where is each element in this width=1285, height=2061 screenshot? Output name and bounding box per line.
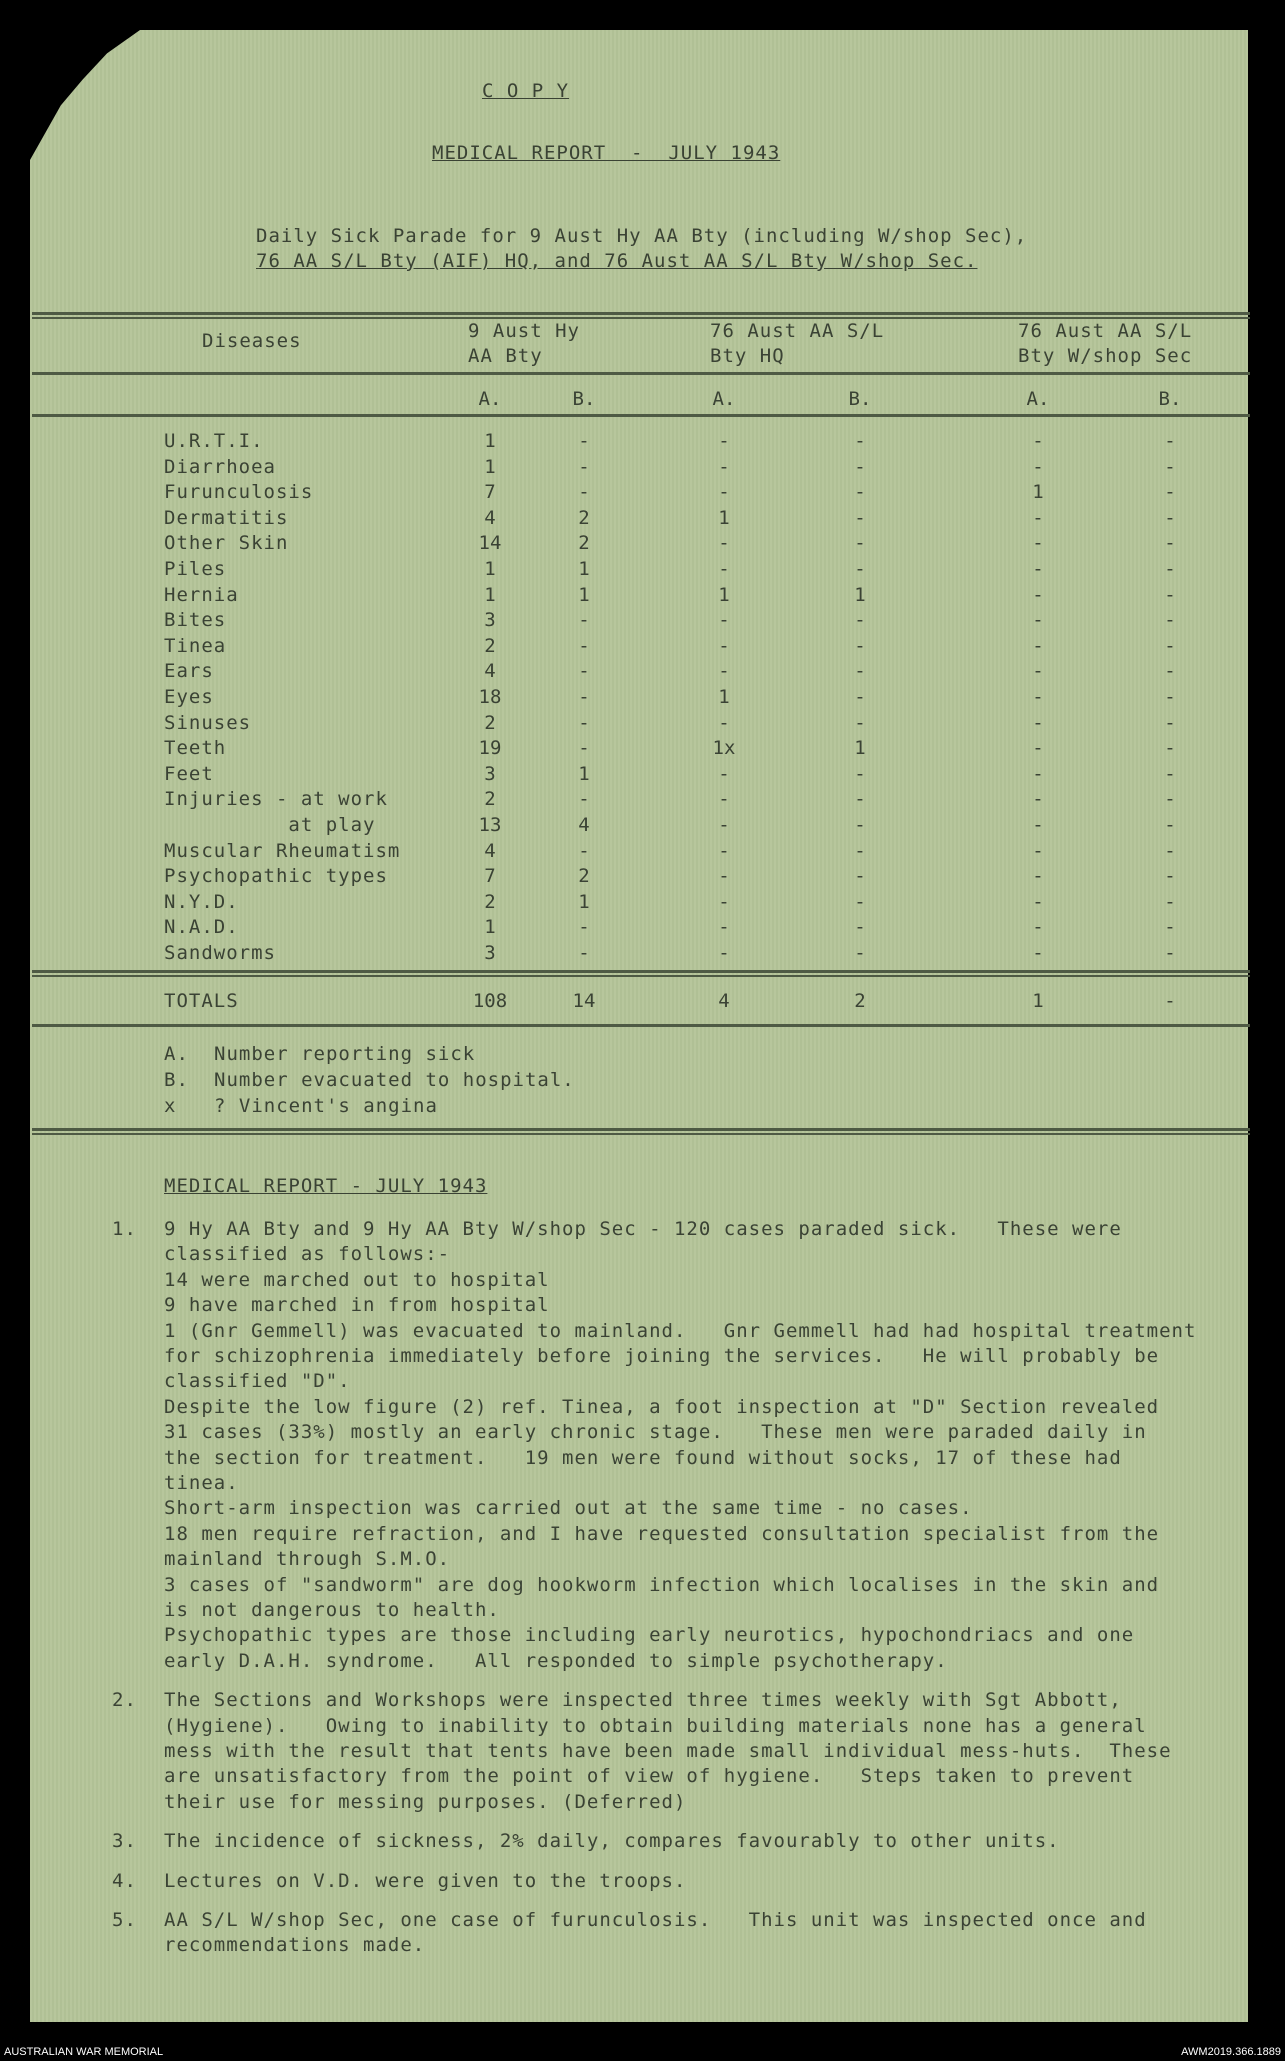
table-cell: 2 [578, 532, 590, 555]
disease-label: Piles [164, 558, 227, 580]
report-line: the section for treatment. 19 men were found without socks, 17 of these had [164, 1446, 1122, 1469]
table-cell: - [718, 609, 730, 632]
table-subheader-rule [32, 414, 1250, 417]
disease-label: Feet [164, 762, 214, 785]
table-cell: - [1164, 890, 1176, 913]
disease-label: Furunculosis [164, 481, 314, 504]
sub-a-2: A. [712, 388, 736, 410]
table-cell: 2 [484, 890, 496, 913]
table-cell: - [718, 890, 730, 913]
report-line: recommendations made. [164, 1934, 426, 1957]
table-cell: - [718, 788, 730, 811]
table-cell: 1 [484, 558, 496, 580]
table-cell: - [1164, 762, 1176, 785]
table-cell: - [1164, 506, 1176, 529]
total-cell: 108 [472, 990, 508, 1012]
table-cell: 1 [1032, 481, 1044, 504]
table-cell: - [1164, 558, 1176, 580]
table-cell: - [1032, 737, 1044, 760]
disease-label: Ears [164, 660, 214, 683]
table-cell: - [718, 660, 730, 683]
table-cell: - [718, 558, 730, 580]
page-title: MEDICAL REPORT - JULY 1943 [432, 142, 781, 164]
table-cell: - [1164, 711, 1176, 734]
report-item-number: 4. [112, 1869, 137, 1892]
report-line: 9 Hy AA Bty and 9 Hy AA Bty W/shop Sec - 120 cases paraded sick. These were [164, 1218, 1122, 1240]
report-line: is not dangerous to health. [164, 1599, 500, 1621]
table-cell: - [854, 532, 866, 555]
table-cell: - [854, 481, 866, 504]
table-cell: - [854, 865, 866, 888]
table-cell: 1 [718, 583, 730, 606]
report-line: 9 have marched in from hospital [164, 1294, 550, 1317]
table-cell: 1 [718, 506, 730, 529]
report-line: their use for messing purposes. (Deferred) [164, 1790, 687, 1813]
sub-b-2: B. [848, 388, 872, 410]
group1-header-line1: 9 Aust Hy [468, 320, 580, 342]
table-header-rule [32, 372, 1250, 375]
legend-text: Number reporting sick [214, 1043, 476, 1065]
table-cell: - [1164, 737, 1176, 760]
report-item-number: 2. [112, 1689, 137, 1712]
table-cell: - [578, 839, 590, 862]
table-cell: - [1032, 711, 1044, 734]
table-cell: 2 [484, 788, 496, 811]
table-cell: - [1032, 660, 1044, 683]
table-cell: - [1032, 942, 1044, 964]
disease-label: U.R.T.I. [164, 430, 264, 452]
report-line: The incidence of sickness, 2% daily, compares favourably to other units. [164, 1830, 1060, 1853]
table-cell: - [718, 916, 730, 939]
report-item-number: 1. [112, 1218, 137, 1240]
total-cell: - [1164, 990, 1176, 1012]
col-diseases-header: Diseases [202, 330, 302, 352]
report-line: mainland through S.M.O. [164, 1548, 451, 1571]
report-line: for schizophrenia immediately before joining the services. He will probably be [164, 1345, 1160, 1367]
table-cell: - [718, 865, 730, 888]
disease-label: Teeth [164, 737, 227, 760]
table-cell: - [1032, 609, 1044, 632]
report-line: Lectures on V.D. were given to the troops. [164, 1869, 687, 1892]
disease-label: Injuries - at work [164, 788, 388, 811]
legend-key: A. [164, 1043, 189, 1065]
table-cell: - [1164, 686, 1176, 708]
report-line: classified as follows:- [164, 1243, 451, 1266]
table-cell: 1 [484, 583, 496, 606]
report-line: classified "D". [164, 1370, 351, 1393]
report-line: 31 cases (33%) mostly an early chronic stage. These men were paraded daily in [164, 1421, 1147, 1444]
table-cell: - [718, 455, 730, 478]
copy-label: C O P Y [482, 80, 570, 102]
disease-label: Eyes [164, 686, 214, 708]
report-line: 14 were marched out to hospital [164, 1268, 550, 1291]
subtitle-line-2: 76 AA S/L Bty (AIF) HQ, and 76 Aust AA S/L Bty W/shop Sec. [256, 250, 978, 272]
disease-label: Diarrhoea [164, 455, 276, 478]
table-cell: - [1032, 762, 1044, 785]
table-cell: - [854, 634, 866, 657]
table-cell: - [718, 711, 730, 734]
total-cell: 2 [854, 990, 866, 1012]
table-cell: - [854, 890, 866, 913]
table-cell: - [1032, 814, 1044, 836]
table-cell: - [578, 686, 590, 708]
table-cell: 14 [478, 532, 502, 555]
report-line: 1 (Gnr Gemmell) was evacuated to mainland. Gnr Gemmell had had hospital treatment [164, 1319, 1197, 1342]
table-cell: - [854, 430, 866, 452]
disease-label: Bites [164, 609, 227, 632]
legend-key: x [164, 1095, 177, 1117]
report-line: are unsatisfactory from the point of view of hygiene. Steps taken to prevent [164, 1765, 1135, 1788]
table-cell: - [854, 506, 866, 529]
disease-label: Dermatitis [164, 506, 289, 529]
report-line: Despite the low figure (2) ref. Tinea, a foot inspection at "D" Section revealed [164, 1395, 1160, 1418]
table-cell: - [1032, 430, 1044, 452]
table-cell: 4 [578, 814, 590, 836]
group2-header-line2: Bty HQ [710, 345, 785, 367]
table-cell: 7 [484, 481, 496, 504]
disease-label: at play [164, 814, 376, 836]
report-line: mess with the result that tents have been made small individual mess-huts. These [164, 1740, 1172, 1762]
table-cell: - [854, 660, 866, 683]
totals-label: TOTALS [164, 990, 239, 1012]
table-cell: - [1032, 890, 1044, 913]
sub-a-3: A. [1026, 388, 1050, 410]
table-cell: - [1032, 916, 1044, 939]
legend-text: Number evacuated to hospital. [214, 1069, 575, 1091]
table-cell: - [1164, 532, 1176, 555]
table-cell: - [854, 455, 866, 478]
table-cell: - [718, 942, 730, 964]
table-cell: - [1032, 455, 1044, 478]
table-cell: - [854, 839, 866, 862]
report-line: AA S/L W/shop Sec, one case of furunculosis. This unit was inspected once and [164, 1909, 1147, 1931]
table-cell: - [1032, 558, 1044, 580]
table-cell: - [1032, 788, 1044, 811]
table-totals-rule [32, 1024, 1250, 1027]
table-cell: 3 [484, 942, 496, 964]
table-cell: - [854, 558, 866, 580]
table-cell: - [854, 788, 866, 811]
table-cell: 1 [484, 916, 496, 939]
legend-text: ? Vincent's angina [214, 1095, 438, 1117]
table-cell: - [1032, 865, 1044, 888]
table-cell: 4 [484, 839, 496, 862]
sub-a-1: A. [478, 388, 502, 410]
table-cell: - [578, 737, 590, 760]
table-cell: - [1164, 430, 1176, 452]
table-cell: 2 [484, 634, 496, 657]
table-cell: - [718, 814, 730, 836]
disease-label: Muscular Rheumatism [164, 839, 401, 862]
table-cell: - [854, 686, 866, 708]
disease-label: Sinuses [164, 711, 252, 734]
report-line: 18 men require refraction, and I have requested consultation specialist from the [164, 1522, 1160, 1545]
table-cell: - [578, 660, 590, 683]
table-cell: 1 [484, 430, 496, 452]
table-cell: - [1164, 481, 1176, 504]
legend-bottom-rule [32, 1128, 1250, 1135]
table-cell: 13 [478, 814, 502, 836]
table-cell: 19 [478, 737, 502, 760]
group3-header-line2: Bty W/shop Sec [1018, 345, 1193, 367]
table-cell: - [1032, 506, 1044, 529]
total-cell: 14 [572, 990, 596, 1012]
table-cell: - [1032, 839, 1044, 862]
footer-right: AWM2019.366.1889 [1181, 2046, 1281, 2058]
table-cell: - [718, 762, 730, 785]
table-cell: - [1032, 634, 1044, 657]
report-line: 3 cases of "sandworm" are dog hookworm infection which localises in the skin and [164, 1573, 1160, 1596]
table-cell: 18 [478, 686, 502, 708]
table-cell: - [854, 609, 866, 632]
report-item-number: 5. [112, 1909, 137, 1931]
table-cell: - [578, 609, 590, 632]
report-line: The Sections and Workshops were inspected three times weekly with Sgt Abbott, [164, 1689, 1122, 1712]
table-cell: - [854, 942, 866, 964]
table-cell: - [854, 814, 866, 836]
group1-header-line2: AA Bty [468, 345, 543, 367]
table-cell: 1 [578, 558, 590, 580]
report-heading: MEDICAL REPORT - JULY 1943 [164, 1175, 488, 1197]
table-body-rule [32, 970, 1250, 977]
table-cell: - [1032, 532, 1044, 555]
table-cell: - [854, 762, 866, 785]
table-cell: - [578, 711, 590, 734]
table-cell: 1 [718, 686, 730, 708]
table-cell: - [1164, 660, 1176, 683]
table-cell: - [578, 430, 590, 452]
disease-label: Other Skin [164, 532, 289, 555]
report-item-number: 3. [112, 1830, 137, 1853]
table-cell: - [1164, 583, 1176, 606]
group3-header-line1: 76 Aust AA S/L [1018, 320, 1193, 342]
disease-label: Psychopathic types [164, 865, 388, 888]
table-cell: - [578, 481, 590, 504]
sub-b-3: B. [1158, 388, 1182, 410]
disease-label: Sandworms [164, 942, 276, 964]
table-cell: 1 [484, 455, 496, 478]
table-cell: - [578, 634, 590, 657]
table-cell: 4 [484, 506, 496, 529]
table-cell: - [578, 916, 590, 939]
table-cell: - [1164, 942, 1176, 964]
total-cell: 1 [1032, 990, 1044, 1012]
subtitle-line-1: Daily Sick Parade for 9 Aust Hy AA Bty (including W/shop Sec), [256, 225, 1028, 247]
disease-label: Hernia [164, 583, 239, 606]
table-cell: 1x [712, 737, 736, 760]
total-cell: 4 [718, 990, 730, 1012]
disease-label: Tinea [164, 634, 227, 657]
legend-key: B. [164, 1069, 189, 1091]
table-cell: 3 [484, 609, 496, 632]
report-line: Short-arm inspection was carried out at the same time - no cases. [164, 1497, 973, 1520]
report-line: tinea. [164, 1472, 239, 1494]
report-line: Psychopathic types are those including early neurotics, hypochondriacs and one [164, 1624, 1135, 1647]
table-cell: 1 [578, 583, 590, 606]
report-line: (Hygiene). Owing to inability to obtain building materials none has a general [164, 1714, 1147, 1737]
table-top-rule [32, 312, 1250, 319]
table-cell: - [718, 532, 730, 555]
table-cell: - [718, 634, 730, 657]
table-cell: - [718, 839, 730, 862]
table-cell: - [1164, 865, 1176, 888]
table-cell: 1 [854, 737, 866, 760]
footer-left: AUSTRALIAN WAR MEMORIAL [4, 2046, 164, 2058]
table-cell: 2 [484, 711, 496, 734]
table-cell: - [718, 430, 730, 452]
table-cell: - [578, 942, 590, 964]
table-cell: - [854, 711, 866, 734]
table-cell: - [1164, 916, 1176, 939]
table-cell: - [1032, 686, 1044, 708]
table-cell: 1 [578, 762, 590, 785]
table-cell: 2 [578, 506, 590, 529]
table-cell: 2 [578, 865, 590, 888]
table-cell: - [1164, 609, 1176, 632]
table-cell: 3 [484, 762, 496, 785]
group2-header-line1: 76 Aust AA S/L [710, 320, 885, 342]
table-cell: - [1032, 583, 1044, 606]
table-cell: - [718, 481, 730, 504]
table-cell: - [1164, 634, 1176, 657]
table-cell: - [1164, 455, 1176, 478]
table-cell: 1 [854, 583, 866, 606]
disease-label: N.Y.D. [164, 890, 239, 913]
table-cell: 7 [484, 865, 496, 888]
table-cell: 1 [578, 890, 590, 913]
table-cell: - [1164, 788, 1176, 811]
table-cell: - [578, 455, 590, 478]
disease-label: N.A.D. [164, 916, 239, 939]
table-cell: - [1164, 839, 1176, 862]
table-cell: - [578, 788, 590, 811]
table-cell: 4 [484, 660, 496, 683]
report-line: early D.A.H. syndrome. All responded to simple psychotherapy. [164, 1649, 948, 1672]
table-cell: - [1164, 814, 1176, 836]
table-cell: - [854, 916, 866, 939]
sub-b-1: B. [572, 388, 596, 410]
